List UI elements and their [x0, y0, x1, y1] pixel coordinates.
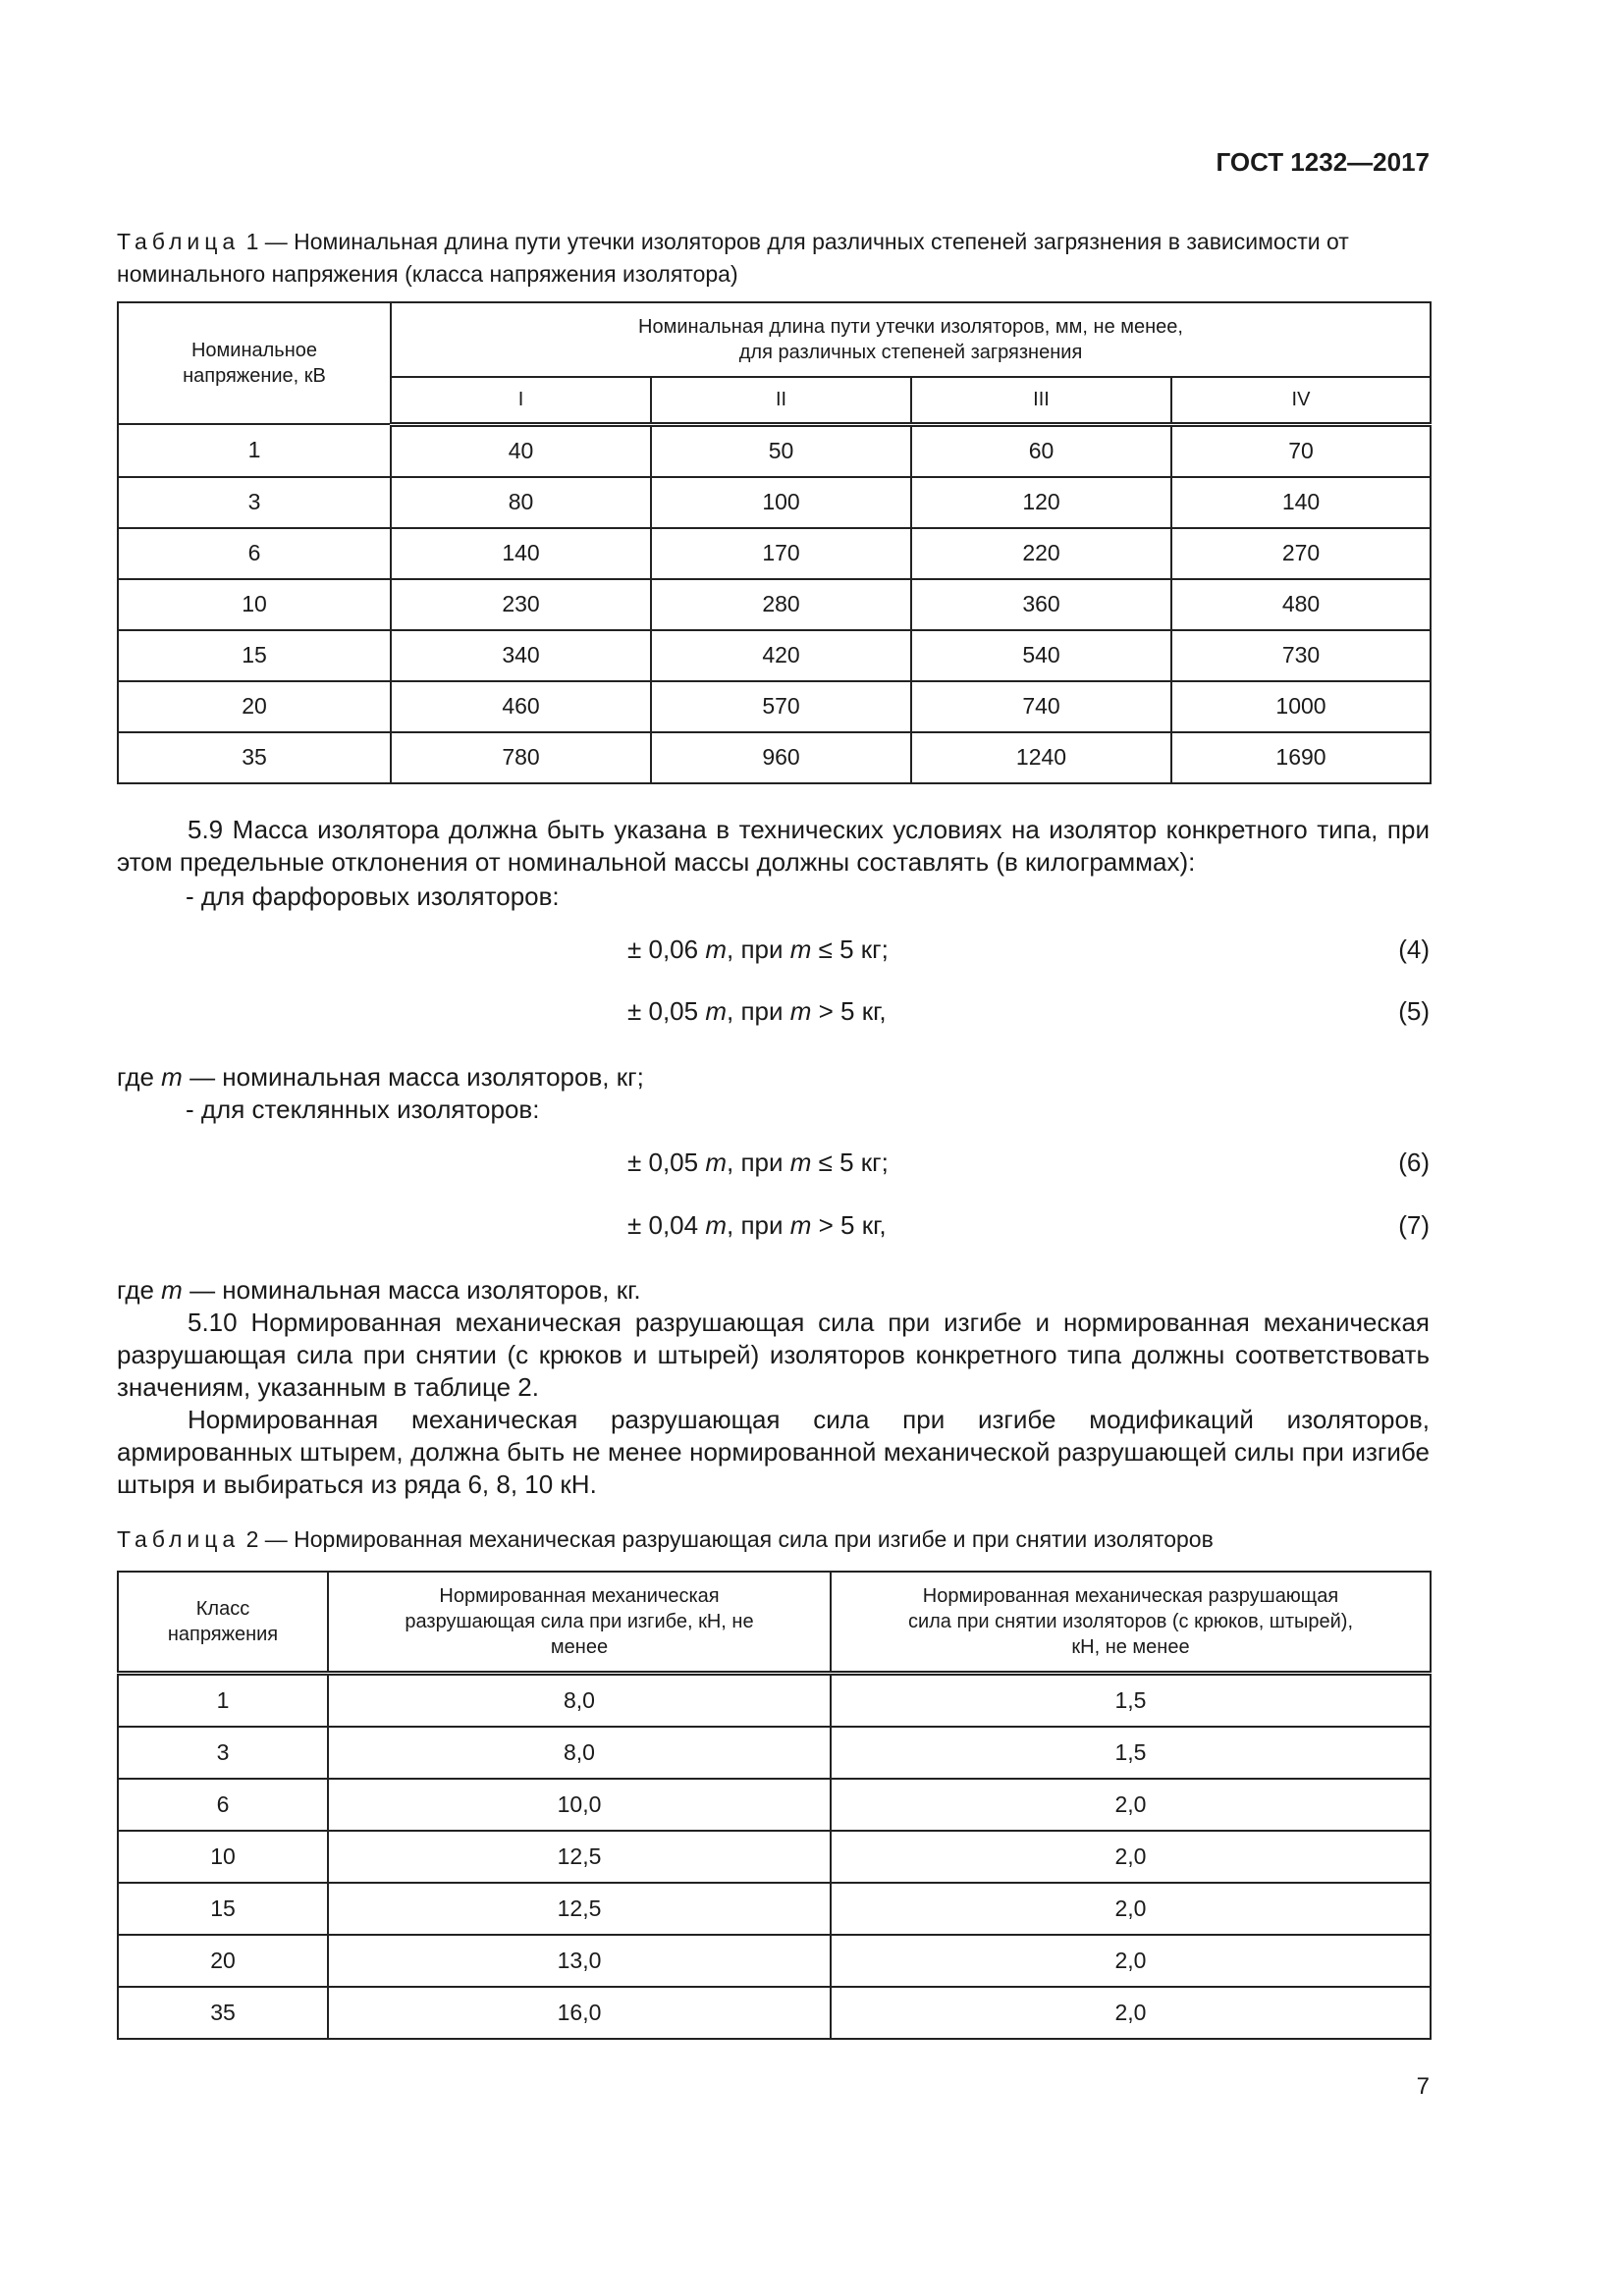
table1-row [118, 424, 1431, 477]
table2-row-cell: 2,0 [831, 1987, 1431, 2039]
page-number: 7 [1416, 2073, 1430, 2100]
table1-row-cell: 730 [1171, 630, 1431, 681]
list-item-porcelain: - для фарфоровых изоляторов: [186, 881, 560, 911]
table1-row-cell: 1 [118, 424, 391, 477]
formula-number: (6) [1398, 1148, 1430, 1177]
table2-row-cell: 35 [118, 1987, 328, 2039]
table1-row-cell: 220 [911, 528, 1171, 579]
paragraph-5-10: 5.10 Нормированная механическая разрушающая сила при изгибе и нормированная механическая разрушающая сила при снятии (с крюков и штырей) изоляторов конкретного типа должны соответствовать значениям, указанным в таблице 2. [117, 1308, 1430, 1402]
formula-number: (7) [1398, 1210, 1430, 1240]
table1-row-cell: 740 [911, 681, 1171, 732]
table1-head-degree: I [391, 377, 651, 424]
table1-row-cell: 460 [391, 681, 651, 732]
table2 [117, 1571, 1432, 2040]
table1-row-cell: 80 [391, 477, 651, 528]
table2-row-cell: 6 [118, 1779, 328, 1831]
table1-row [118, 681, 1431, 732]
table2-row [118, 1727, 1431, 1779]
table1-row-cell: 50 [651, 424, 911, 477]
table1-row-cell: 100 [651, 477, 911, 528]
formula-5: ± 0,05 m, при m > 5 кг, (5) [627, 996, 1430, 1026]
paragraph-5-9: 5.9 Масса изолятора должна быть указана в технических условиях на изолятор конкретного типа, при этом предельные отклонения от номинальной массы должны составлять (в килограммах): [117, 815, 1430, 877]
table1-row-cell: 230 [391, 579, 651, 630]
table1-caption [117, 226, 1430, 291]
table2-caption [117, 1523, 1430, 1556]
table2-head-remove: Нормированная механическая разрушающая сила при снятии изоляторов (с крюков, штырей), кН, не менее [831, 1572, 1431, 1673]
table1-row-cell: 6 [118, 528, 391, 579]
table2-row-cell: 12,5 [328, 1883, 831, 1935]
table2-row-cell: 8,0 [328, 1727, 831, 1779]
table2-row-cell: 2,0 [831, 1935, 1431, 1987]
table1-caption-label: Таблица [117, 229, 241, 254]
table2-row-cell: 20 [118, 1935, 328, 1987]
table2-row-cell: 1,5 [831, 1673, 1431, 1727]
table2-row-cell: 13,0 [328, 1935, 831, 1987]
table2-row-cell: 10,0 [328, 1779, 831, 1831]
table2-row-cell: 10 [118, 1831, 328, 1883]
table1-row [118, 579, 1431, 630]
table1-row-cell: 15 [118, 630, 391, 681]
table1-row [118, 477, 1431, 528]
table1-row-cell: 10 [118, 579, 391, 630]
table1-head-degree: III [911, 377, 1171, 424]
table1-head-voltage: Номинальное напряжение, кВ [118, 302, 391, 424]
list-item-glass: - для стеклянных изоляторов: [186, 1095, 540, 1124]
table1 [117, 301, 1432, 784]
table2-row-cell: 2,0 [831, 1883, 1431, 1935]
table1-row-cell: 570 [651, 681, 911, 732]
table1-row-cell: 140 [1171, 477, 1431, 528]
paragraph-5-10-b: Нормированная механическая разрушающая сила при изгибе модификаций изоляторов, армированных штырем, должна быть не менее нормированной механической разрушающей силы при изгибе штыря и выбираться из ряда 6, 8, 10 кН. [117, 1405, 1430, 1499]
table2-row [118, 1779, 1431, 1831]
table2-row [118, 1935, 1431, 1987]
document-header-title: ГОСТ 1232—2017 [1216, 147, 1430, 177]
table1-row-cell: 35 [118, 732, 391, 783]
table2-row-cell: 2,0 [831, 1831, 1431, 1883]
table1-row [118, 630, 1431, 681]
table1-row-cell: 420 [651, 630, 911, 681]
table1-head-group: Номинальная длина пути утечки изоляторов, мм, не менее, для различных степеней загрязнения [391, 302, 1431, 377]
formula-number: (4) [1398, 934, 1430, 964]
table2-head-bend: Нормированная механическая разрушающая сила при изгибе, кН, не менее [328, 1572, 831, 1673]
table2-caption-text: 2 — Нормированная механическая разрушающая сила при изгибе и при снятии изоляторов [240, 1526, 1214, 1552]
table2-row-cell: 3 [118, 1727, 328, 1779]
where-m-1: где m — номинальная масса изоляторов, кг; [117, 1062, 644, 1092]
table2-row-cell: 16,0 [328, 1987, 831, 2039]
table1-row-cell: 480 [1171, 579, 1431, 630]
table1-row-cell: 60 [911, 424, 1171, 477]
table1-row-cell: 1690 [1171, 732, 1431, 783]
table1-row-cell: 70 [1171, 424, 1431, 477]
formula-number: (5) [1398, 996, 1430, 1026]
table2-row-cell: 12,5 [328, 1831, 831, 1883]
table1-row-cell: 340 [391, 630, 651, 681]
table2-row-cell: 15 [118, 1883, 328, 1935]
table1-row-cell: 40 [391, 424, 651, 477]
table1-body [118, 424, 1431, 783]
table1-row-cell: 3 [118, 477, 391, 528]
table2-row [118, 1883, 1431, 1935]
table1-row-cell: 280 [651, 579, 911, 630]
table1-row-cell: 960 [651, 732, 911, 783]
table1-row [118, 732, 1431, 783]
table1-row-cell: 20 [118, 681, 391, 732]
table1-row-cell: 360 [911, 579, 1171, 630]
table1-row-cell: 780 [391, 732, 651, 783]
formula-4: ± 0,06 m, при m ≤ 5 кг; (4) [627, 934, 1430, 964]
table1-row-cell: 1000 [1171, 681, 1431, 732]
table2-row [118, 1987, 1431, 2039]
table1-row-cell: 270 [1171, 528, 1431, 579]
table1-head-degree: IV [1171, 377, 1431, 424]
table1-row-cell: 540 [911, 630, 1171, 681]
table2-row-cell: 1 [118, 1673, 328, 1727]
formula-6: ± 0,05 m, при m ≤ 5 кг; (6) [627, 1148, 1430, 1177]
table1-head-degree: II [651, 377, 911, 424]
table1-caption-text: 1 — Номинальная длина пути утечки изоляторов для различных степеней загрязнения в зависимости от номинального напряжения (класса напряжения изолятора) [117, 229, 1349, 287]
formula-7: ± 0,04 m, при m > 5 кг, (7) [627, 1210, 1430, 1240]
table2-row-cell: 2,0 [831, 1779, 1431, 1831]
table2-row [118, 1673, 1431, 1727]
table2-row [118, 1831, 1431, 1883]
table1-row [118, 528, 1431, 579]
table2-row-cell: 1,5 [831, 1727, 1431, 1779]
table1-row-cell: 120 [911, 477, 1171, 528]
table2-caption-label: Таблица [117, 1526, 241, 1552]
table2-body [118, 1673, 1431, 2039]
where-m-2: где m — номинальная масса изоляторов, кг. [117, 1275, 641, 1305]
table1-row-cell: 1240 [911, 732, 1171, 783]
table2-row-cell: 8,0 [328, 1673, 831, 1727]
table1-row-cell: 170 [651, 528, 911, 579]
table2-head-class: Класс напряжения [118, 1572, 328, 1673]
table1-row-cell: 140 [391, 528, 651, 579]
